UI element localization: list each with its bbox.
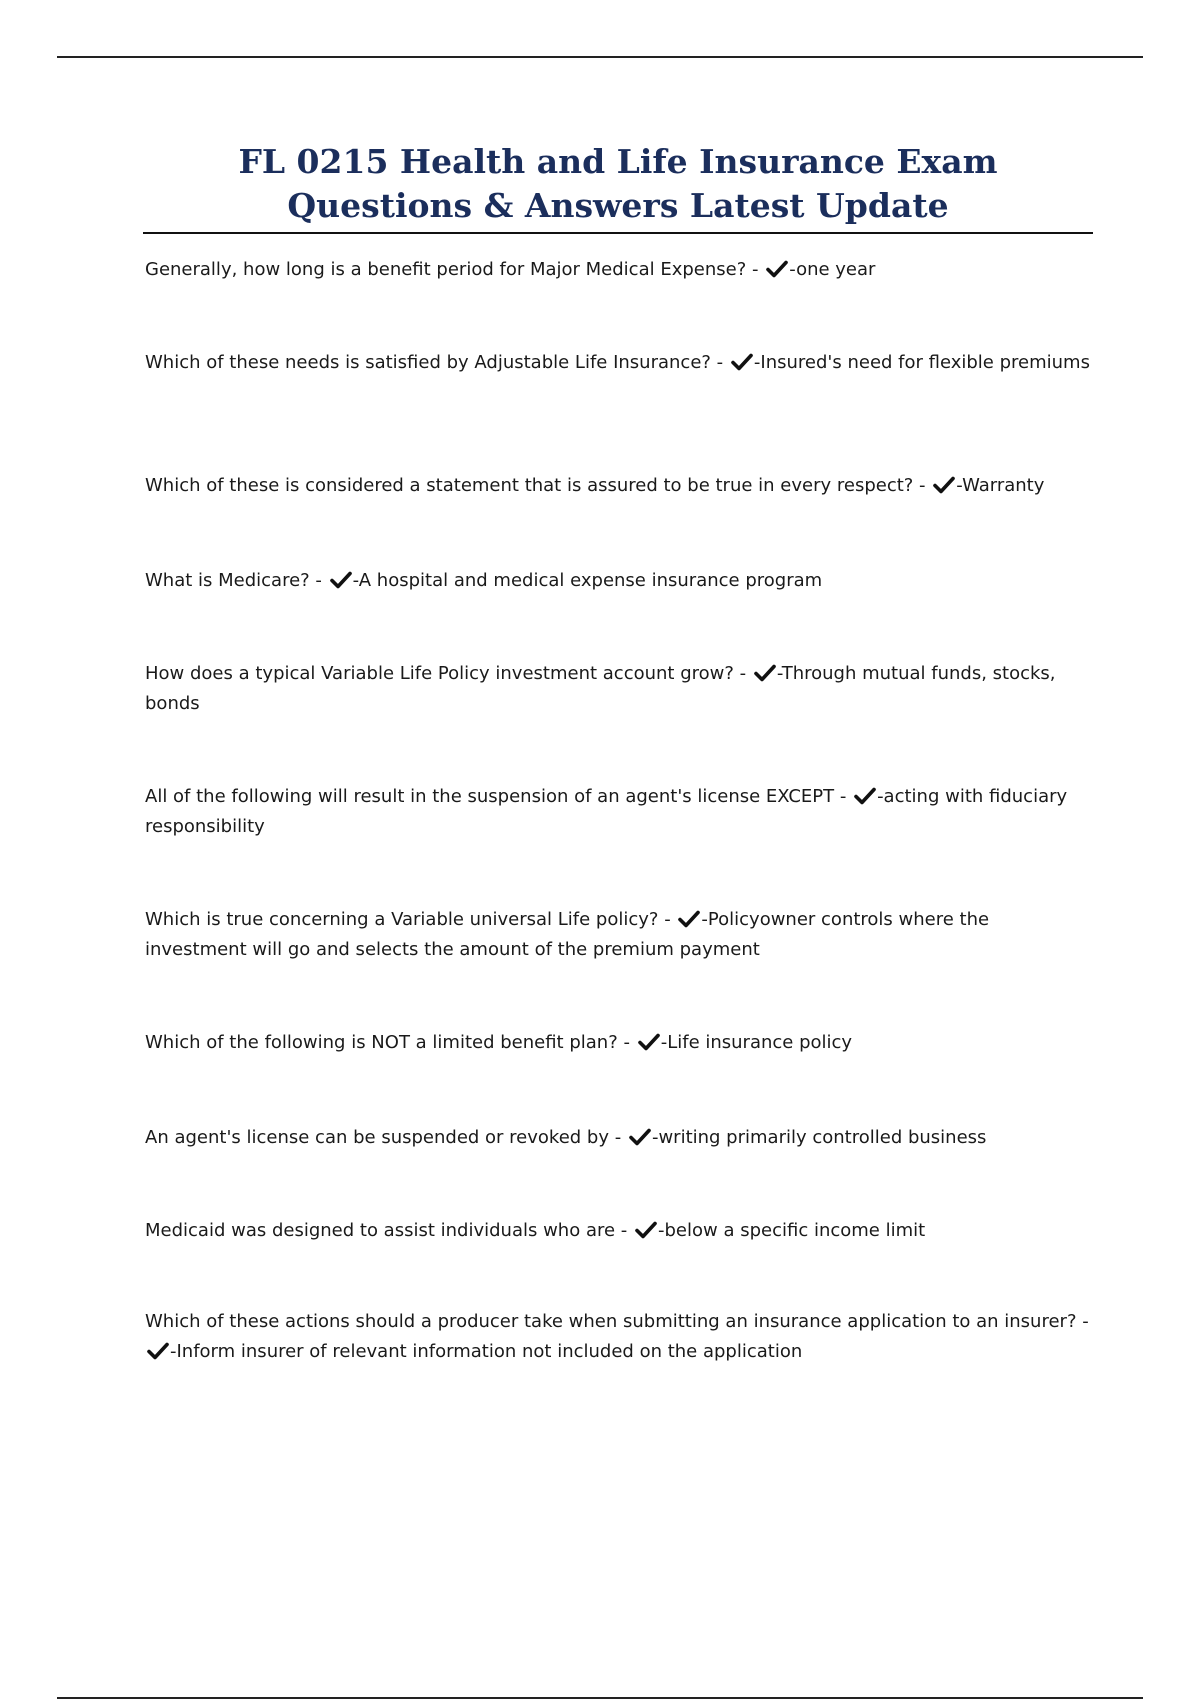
page-bottom-rule bbox=[57, 1697, 1143, 1699]
checkmark-icon bbox=[638, 1033, 660, 1051]
checkmark-icon bbox=[731, 353, 753, 371]
checkmark-icon bbox=[629, 1128, 651, 1146]
answer-text: -Life insurance policy bbox=[660, 1032, 853, 1053]
title-line-2: Questions & Answers Latest Update bbox=[287, 186, 949, 225]
qa-item-11 bbox=[145, 1307, 1095, 1367]
qa-item-5 bbox=[145, 659, 1095, 719]
answer-text: -Policyowner controls where the investment will go and selects the amount of the premium payment bbox=[145, 909, 990, 960]
qa-item-10 bbox=[145, 1216, 1095, 1246]
checkmark-icon bbox=[635, 1221, 657, 1239]
qa-item-2 bbox=[145, 348, 1095, 378]
question-text: Which of these needs is satisfied by Adjustable Life Insurance? - bbox=[145, 352, 724, 373]
checkmark-icon bbox=[766, 260, 788, 278]
question-text: Which of these is considered a statement that is assured to be true in every respect? - bbox=[145, 475, 926, 496]
answer-text: -below a specific income limit bbox=[658, 1220, 926, 1241]
answer-text: -Warranty bbox=[956, 475, 1045, 496]
qa-item-3 bbox=[145, 471, 1095, 501]
page-top-rule bbox=[57, 56, 1143, 58]
answer-text: -Insured's need for flexible premiums bbox=[753, 352, 1090, 373]
checkmark-icon bbox=[678, 910, 700, 928]
question-text: Which of the following is NOT a limited benefit plan? - bbox=[145, 1032, 630, 1053]
answer-text: -A hospital and medical expense insurance program bbox=[352, 570, 823, 591]
qa-item-9 bbox=[145, 1123, 1095, 1153]
checkmark-icon bbox=[933, 476, 955, 494]
answer-text: -one year bbox=[789, 259, 876, 280]
answer-text: -Through mutual funds, stocks, bonds bbox=[145, 663, 1056, 714]
checkmark-icon bbox=[147, 1342, 169, 1360]
qa-item-1 bbox=[145, 255, 1095, 285]
qa-item-4 bbox=[145, 566, 1095, 596]
qa-item-8 bbox=[145, 1028, 1095, 1058]
checkmark-icon bbox=[330, 571, 352, 589]
qa-item-6 bbox=[145, 782, 1095, 842]
question-text: Which is true concerning a Variable universal Life policy? - bbox=[145, 909, 671, 930]
question-text: Which of these actions should a producer take when submitting an insurance application to an insurer? - bbox=[145, 1311, 1089, 1332]
answer-text: -acting with fiduciary responsibility bbox=[145, 786, 1068, 837]
qa-item-7 bbox=[145, 905, 1095, 965]
answer-text: -Inform insurer of relevant information not included on the application bbox=[170, 1341, 803, 1362]
document-title bbox=[143, 140, 1093, 234]
question-text: An agent's license can be suspended or revoked by - bbox=[145, 1127, 622, 1148]
checkmark-icon bbox=[754, 664, 776, 682]
title-line-1: FL 0215 Health and Life Insurance Exam bbox=[238, 142, 998, 181]
question-text: Medicaid was designed to assist individuals who are - bbox=[145, 1220, 628, 1241]
checkmark-icon bbox=[854, 787, 876, 805]
question-text: Generally, how long is a benefit period for Major Medical Expense? - bbox=[145, 259, 759, 280]
question-text: What is Medicare? - bbox=[145, 570, 322, 591]
question-text: All of the following will result in the suspension of an agent's license EXCEPT - bbox=[145, 786, 847, 807]
question-text: How does a typical Variable Life Policy investment account grow? - bbox=[145, 663, 747, 684]
answer-text: -writing primarily controlled business bbox=[651, 1127, 987, 1148]
